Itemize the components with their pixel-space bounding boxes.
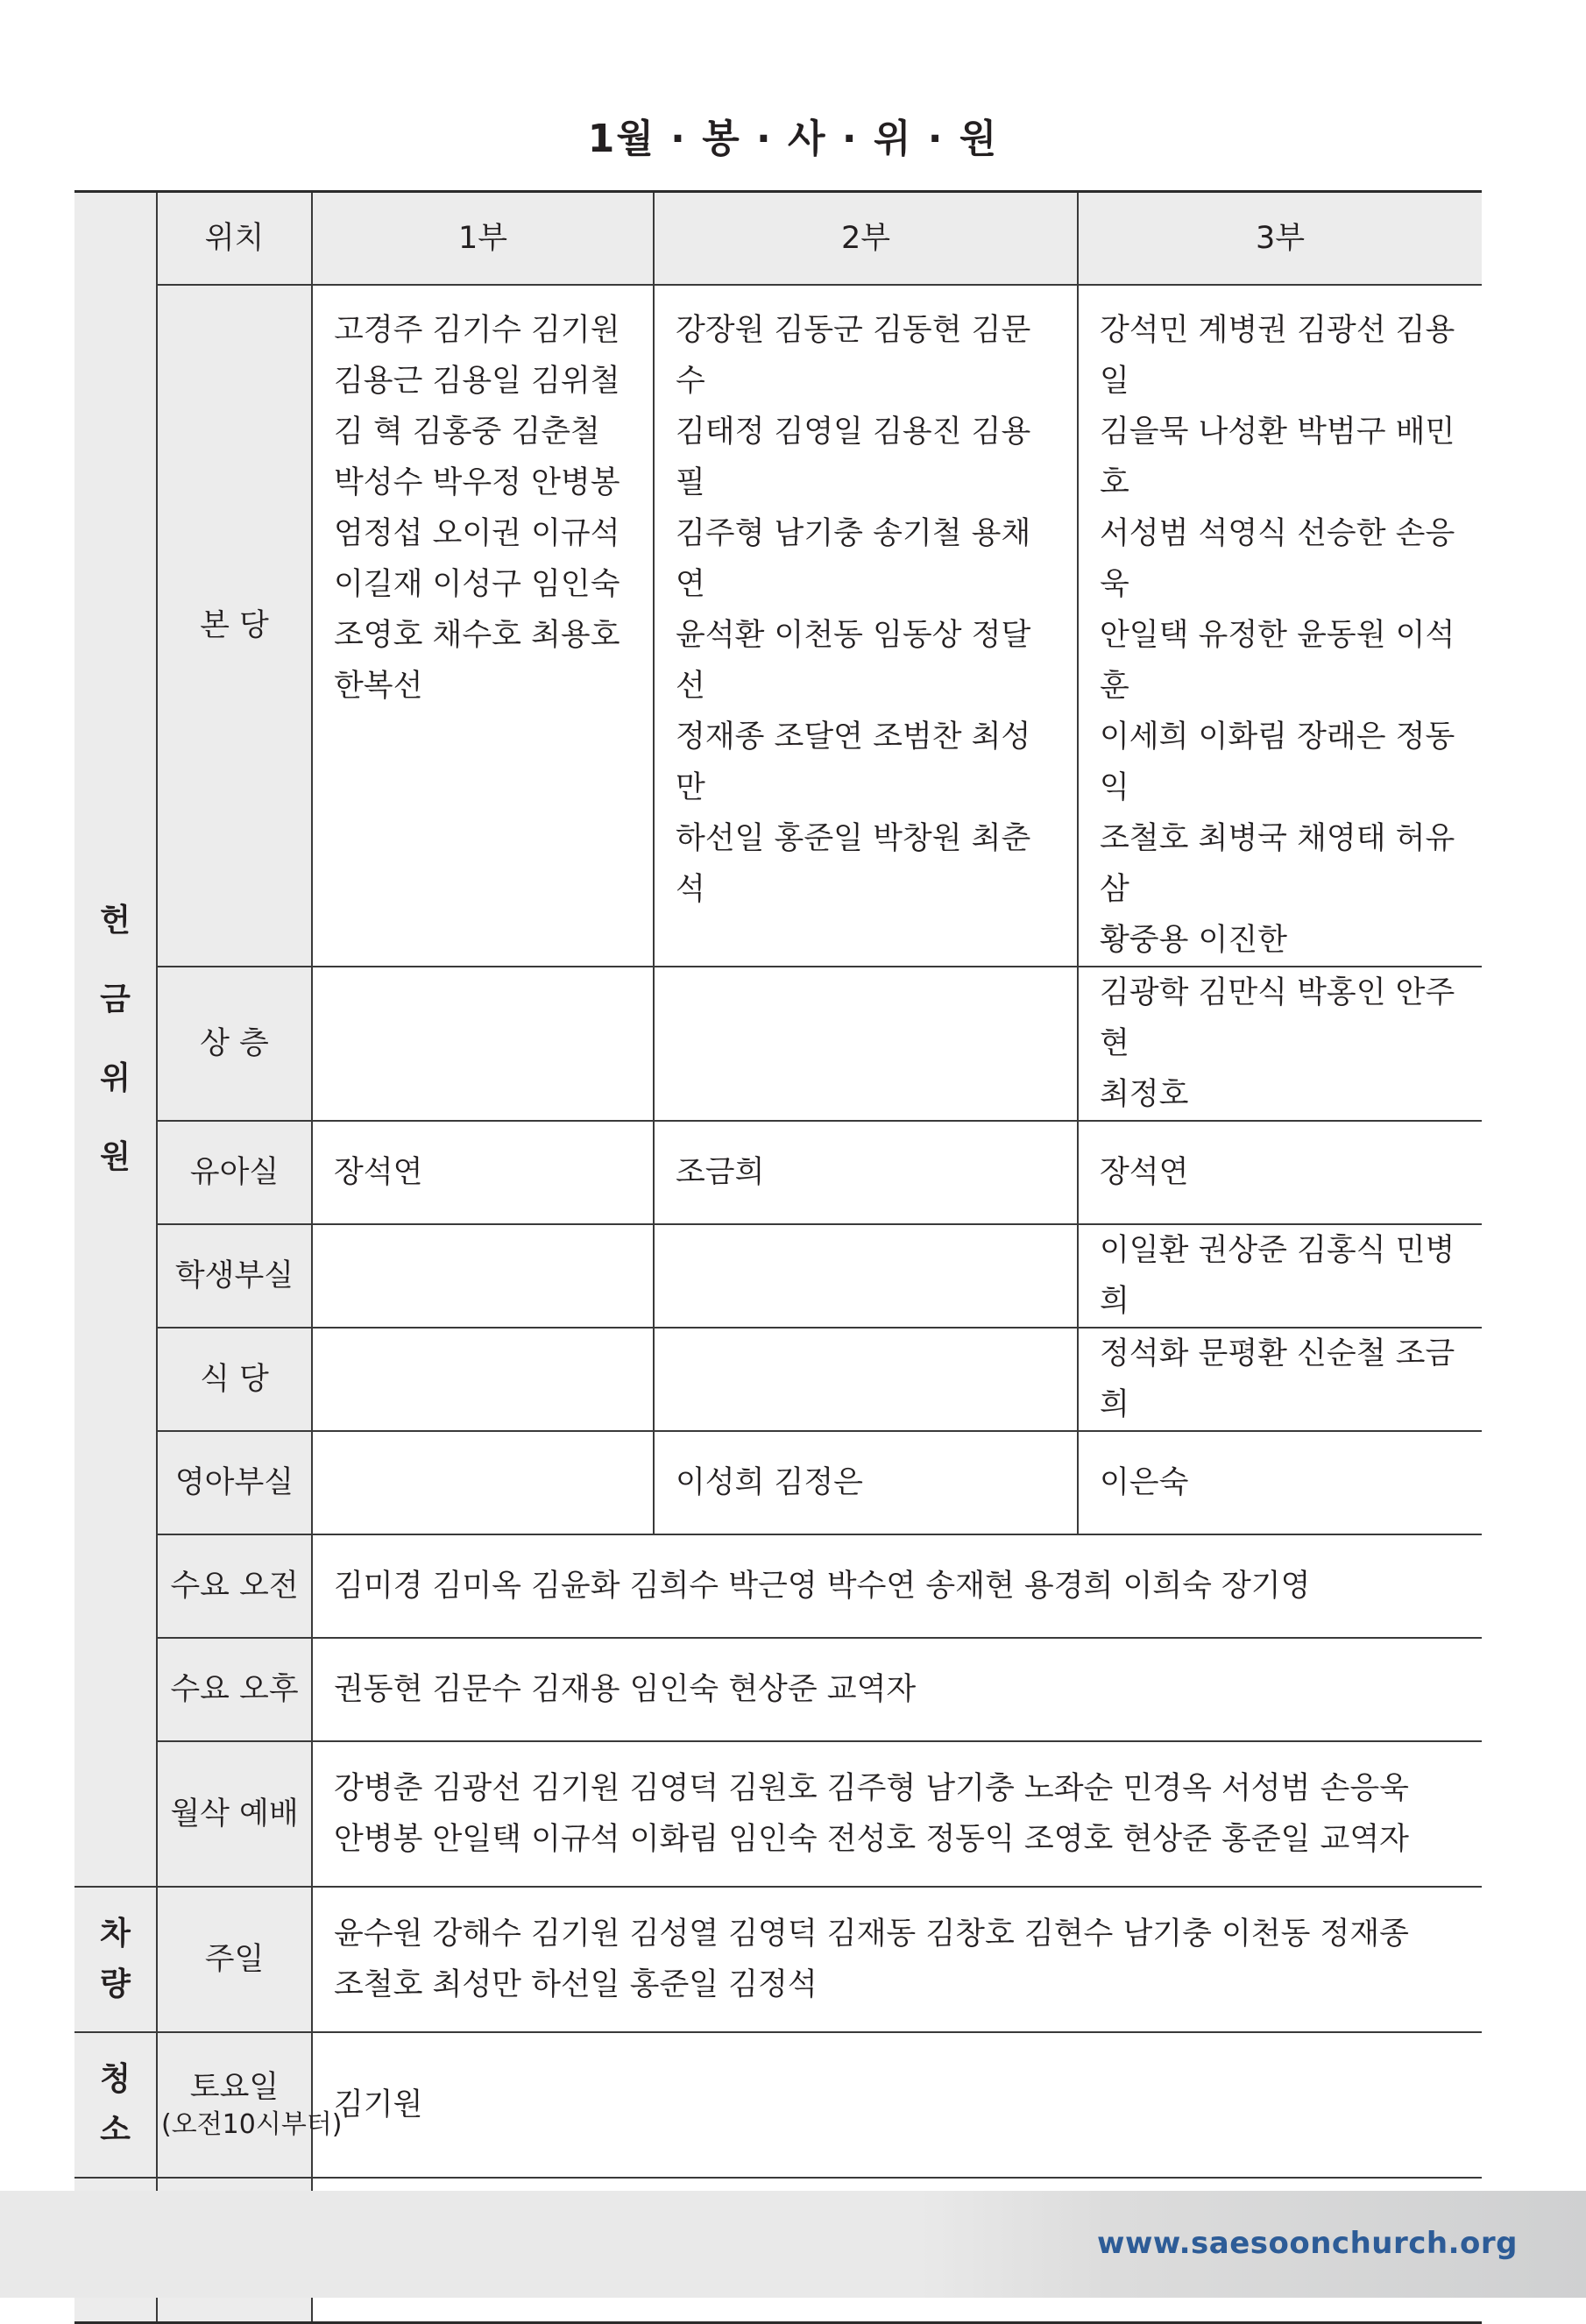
table-row [74, 1741, 1482, 1887]
nursery-part1-names: 장석연 [312, 1121, 654, 1224]
nursery-part2-names: 조금희 [654, 1121, 1078, 1224]
main-hall-part2-names: 강장원 김동군 김동현 김문수 김태정 김영일 김용진 김용필 김주형 남기충 송기철 용채연 윤석환 이천동 임동상 정달선 정재종 조달연 조범찬 최성만 하선일 홍준일 박창원 최춘석 [676, 312, 1031, 907]
main-hall-part3-names: 강석민 계병권 김광선 김용일 김을묵 나성환 박범구 배민호 서성범 석영식 선승한 손응욱 안일택 유정한 윤동원 이석훈 이세희 이화림 장래은 정동익 조철호 최병국 채영태 허유삼 황중용 이진한 [1100, 312, 1455, 958]
group-cleaning: 청 소 [74, 2032, 157, 2178]
wed-am-names: 김미경 김미옥 김윤화 김희수 박근영 박수연 송재현 용경희 이희숙 장기영 [312, 1534, 1482, 1638]
volunteer-roster-table [74, 190, 1482, 2324]
row-label-vehicle-sunday: 주일 [157, 1887, 312, 2032]
table-row [74, 1224, 1482, 1328]
row-label-wed-pm: 수요 오후 [157, 1638, 312, 1741]
dining-part3-names: 정석화 문평환 신순철 조금희 [1078, 1328, 1482, 1431]
row-label-nursery: 유아실 [157, 1121, 312, 1224]
student-room-part2-names [654, 1224, 1078, 1328]
footer-website-url[interactable]: www.saesoonchurch.org [1097, 2226, 1518, 2261]
row-label-monthly-service: 월삭 예배 [157, 1741, 312, 1887]
row-label-wed-am: 수요 오전 [157, 1534, 312, 1638]
dining-part1-names [312, 1328, 654, 1431]
group-vehicle: 차 량 [74, 1887, 157, 2032]
header-part-2: 2부 [654, 192, 1078, 285]
header-part-3: 3부 [1078, 192, 1482, 285]
table-row [74, 1534, 1482, 1638]
page-title: 1월 · 봉 · 사 · 위 · 원 [587, 117, 999, 161]
row-label-student-room: 학생부실 [157, 1224, 312, 1328]
infant-room-part2-names: 이성희 김정은 [654, 1431, 1078, 1534]
row-label-upper-floor: 상 층 [157, 967, 312, 1121]
cleaning-names: 김기원 [312, 2032, 1482, 2178]
header-location: 위치 [157, 192, 312, 285]
header-part-1: 1부 [312, 192, 654, 285]
table-row [74, 1638, 1482, 1741]
table-row [74, 1431, 1482, 1534]
monthly-service-names: 강병춘 김광선 김기원 김영덕 김원호 김주형 남기충 노좌순 민경옥 서성범 손응욱 안병봉 안일택 이규석 이화림 임인숙 전성호 정동익 조영호 현상준 홍준일 교역자 [334, 1770, 1409, 1857]
table-row [74, 1328, 1482, 1431]
vehicle-names: 윤수원 강해수 김기원 김성열 김영덕 김재동 김창호 김현수 남기충 이천동 정재종 조철호 최성만 하선일 홍준일 김정석 [334, 1916, 1409, 2002]
upper-floor-part3-names: 김광학 김만식 박홍인 안주현 최정호 [1100, 974, 1455, 1112]
table-row [74, 1121, 1482, 1224]
row-label-infant-room: 영아부실 [157, 1431, 312, 1534]
row-label-cleaning-saturday: 토요일 (오전10시부터) [157, 2032, 312, 2178]
row-label-dining: 식 당 [157, 1328, 312, 1431]
infant-room-part1-names [312, 1431, 654, 1534]
wed-pm-names: 권동현 김문수 김재용 임인숙 현상준 교역자 [312, 1638, 1482, 1741]
table-row [74, 967, 1482, 1121]
table-header-row [74, 192, 1482, 285]
table-row [74, 1887, 1482, 2032]
student-room-part3-names: 이일환 권상준 김홍식 민병희 [1078, 1224, 1482, 1328]
table-row [74, 2032, 1482, 2178]
group-offering-committee: 헌 금 위 원 [74, 192, 157, 1887]
main-hall-part1-names: 고경주 김기수 김기원 김용근 김용일 김위철 김 혁 김홍중 김춘철 박성수 박우정 안병봉 엄정섭 오이권 이규석 이길재 이성구 임인숙 조영호 채수호 최용호 한복선 [334, 312, 620, 704]
infant-room-part3-names: 이은숙 [1078, 1431, 1482, 1534]
student-room-part1-names [312, 1224, 654, 1328]
nursery-part3-names: 장석연 [1078, 1121, 1482, 1224]
table-row [74, 285, 1482, 967]
row-label-main-hall: 본 당 [157, 285, 312, 967]
dining-part2-names [654, 1328, 1078, 1431]
